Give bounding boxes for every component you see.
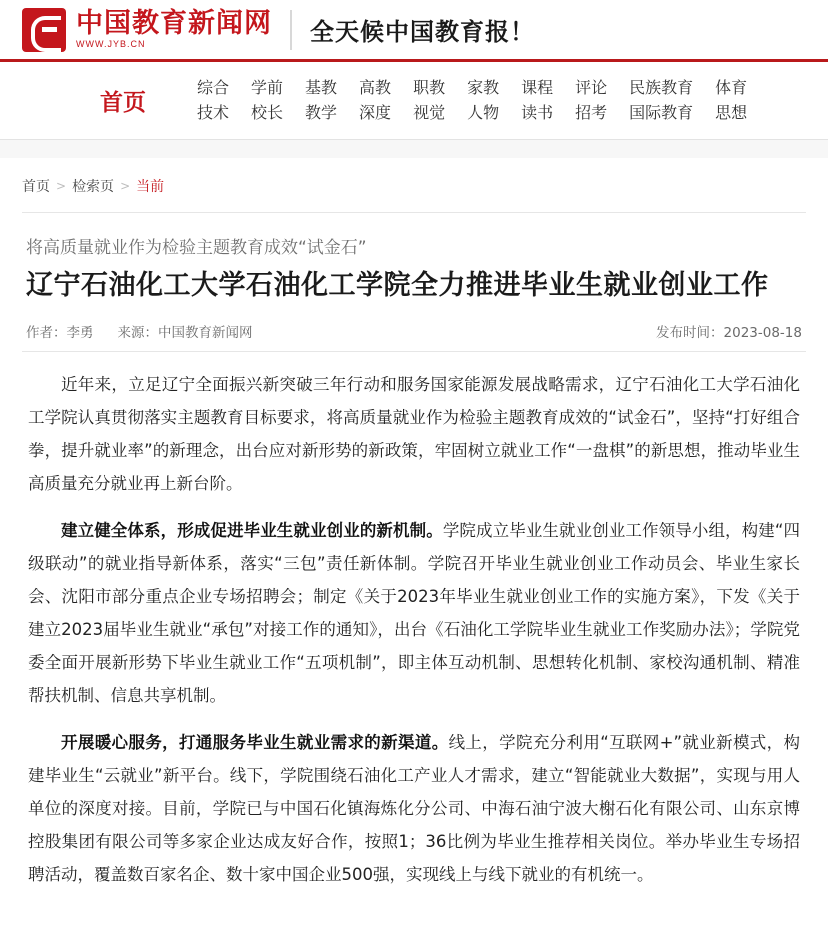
- nav-label-bottom[interactable]: 招考: [575, 102, 608, 122]
- breadcrumb-item-current: 当前: [136, 179, 165, 195]
- breadcrumb: [22, 170, 806, 208]
- nav-item-jijiao-jiaoxue[interactable]: [294, 76, 348, 126]
- article-paragraph-lead: 建立健全体系，形成促进毕业生就业创业的新机制。: [61, 521, 443, 541]
- article-publish-value: 2023-08-18: [723, 325, 802, 342]
- breadcrumb-divider: [22, 212, 806, 213]
- nav-item-gaojiao-shendu[interactable]: [348, 76, 402, 126]
- logo-title: 中国教育新闻网: [76, 7, 272, 39]
- article-publish-label: 发布时间：: [656, 325, 724, 342]
- article-source-value: 中国教育新闻网: [158, 325, 253, 342]
- article-source: [118, 321, 253, 341]
- nav-item-xueqian-xiaozhang[interactable]: [240, 76, 294, 126]
- chevron-right-icon: >: [120, 179, 131, 193]
- article-paragraph-lead: 开展暖心服务，打通服务毕业生就业需求的新渠道。: [61, 733, 449, 753]
- nav-label-top[interactable]: 体育: [715, 77, 748, 97]
- nav-label-top[interactable]: 高教: [359, 77, 392, 97]
- nav-item-jiajiao-renwu[interactable]: [456, 76, 510, 126]
- nav-label-top[interactable]: 课程: [521, 77, 554, 97]
- article-paragraph-text: 近年来，立足辽宁全面振兴新突破三年行动和服务国家能源发展战略需求，辽宁石油化工大学石油化工学院认真贯彻落实主题教育目标要求，将高质量就业作为检验主题教育成效的“试金石”，坚持“打好组合拳，提升就业率”的新理念，出台应对新形势的新政策，牢固树立就业工作“一盘棋”的新思想，推动毕业生高质量充分就业再上新台阶。: [28, 375, 800, 494]
- nav-label-bottom[interactable]: 国际教育: [629, 102, 694, 122]
- article-author: [26, 321, 94, 341]
- nav-item-minzu-guoji-jiaoyu[interactable]: [618, 76, 704, 126]
- nav-label-bottom[interactable]: 技术: [197, 102, 230, 122]
- nav-item-home[interactable]: 首页: [100, 90, 146, 116]
- main-navigation: [0, 62, 828, 140]
- nav-label-bottom[interactable]: 深度: [359, 102, 392, 122]
- meta-divider: [22, 351, 806, 352]
- site-masthead: [0, 0, 828, 62]
- nav-label-top[interactable]: 评论: [575, 77, 608, 97]
- nav-label-top[interactable]: 职教: [413, 77, 446, 97]
- nav-item-tiyu-sixiang[interactable]: [704, 76, 758, 126]
- nav-item-kecheng-dushu[interactable]: [510, 76, 564, 126]
- page-body: [0, 140, 828, 925]
- page-title: 辽宁石油化工大学石油化工学院全力推进毕业生就业创业工作: [26, 270, 769, 301]
- article-body: [22, 368, 806, 891]
- masthead-slogan: 全天候中国教育报！: [310, 18, 535, 46]
- article-meta-left: [26, 321, 253, 341]
- breadcrumb-item-search[interactable]: 检索页: [72, 179, 115, 195]
- nav-label-bottom[interactable]: 思想: [715, 102, 748, 122]
- nav-label-top[interactable]: 综合: [197, 77, 230, 97]
- nav-label-top[interactable]: 家教: [467, 77, 500, 97]
- china-edu-news-logo-icon: [22, 8, 66, 52]
- chevron-right-icon: >: [56, 179, 67, 193]
- article-paragraph: [28, 514, 800, 712]
- nav-item-pinglun-zhaokao[interactable]: [564, 76, 618, 126]
- nav-item-zhijiao-shijue[interactable]: [402, 76, 456, 126]
- article-shoulder-title: 将高质量就业作为检验主题教育成效“试金石”: [26, 238, 367, 258]
- site-logo[interactable]: [22, 8, 272, 52]
- article-card: [0, 158, 828, 925]
- nav-label-bottom[interactable]: 读书: [521, 102, 554, 122]
- breadcrumb-item-home[interactable]: 首页: [22, 179, 50, 195]
- logo-url: WWW.JYB.CN: [76, 39, 146, 50]
- article-publish-time: [656, 321, 802, 341]
- nav-label-bottom[interactable]: 人物: [467, 102, 500, 122]
- article-author-value: 李勇: [66, 325, 94, 342]
- nav-label-bottom[interactable]: 校长: [251, 102, 284, 122]
- nav-label-top[interactable]: 学前: [251, 77, 284, 97]
- logo-text: [76, 7, 272, 50]
- nav-label-bottom[interactable]: 视觉: [413, 102, 446, 122]
- nav-label-top[interactable]: 民族教育: [629, 77, 694, 97]
- nav-item-list: [186, 76, 758, 126]
- nav-item-zonghe-jishu[interactable]: [186, 76, 240, 126]
- article-meta: [22, 321, 806, 351]
- masthead-divider: [290, 10, 292, 50]
- article-paragraph: [28, 726, 800, 891]
- article-source-label: 来源：: [117, 325, 158, 342]
- article-paragraph-text: 学院成立毕业生就业创业工作领导小组，构建“四级联动”的就业指导新体系，落实“三包”责任新体制。学院召开毕业生就业创业工作动员会、毕业生家长会、沈阳市部分重点企业专场招聘会；制定《关于2023年毕业生就业创业工作的实施方案》，下发《关于建立2023届毕业生就业“承包”对接工作的通知》，出台《石油化工学院毕业生就业工作奖励办法》；学院党委全面开展新形势下毕业生就业工作“五项机制”，即主体互动机制、思想转化机制、家校沟通机制、精准帮扶机制、信息共享机制。: [28, 521, 800, 706]
- nav-label-top[interactable]: 基教: [305, 77, 338, 97]
- nav-label-bottom[interactable]: 教学: [305, 102, 338, 122]
- article-paragraph-text: 线上，学院充分利用“互联网+”就业新模式，构建毕业生“云就业”新平台。线下，学院围绕石油化工产业人才需求，建立“智能就业大数据”，实现与用人单位的深度对接。目前，学院已与中国石化镇海炼化分公司、中海石油宁波大榭石化有限公司、山东京博控股集团有限公司等多家企业达成友好合作，按照1；36比例为毕业生推荐相关岗位。举办毕业生专场招聘活动，覆盖数百家名企、数十家中国企业500强，实现线上与线下就业的有机统一。: [28, 733, 801, 885]
- article-author-label: 作者：: [26, 325, 67, 342]
- article-paragraph: [28, 368, 800, 500]
